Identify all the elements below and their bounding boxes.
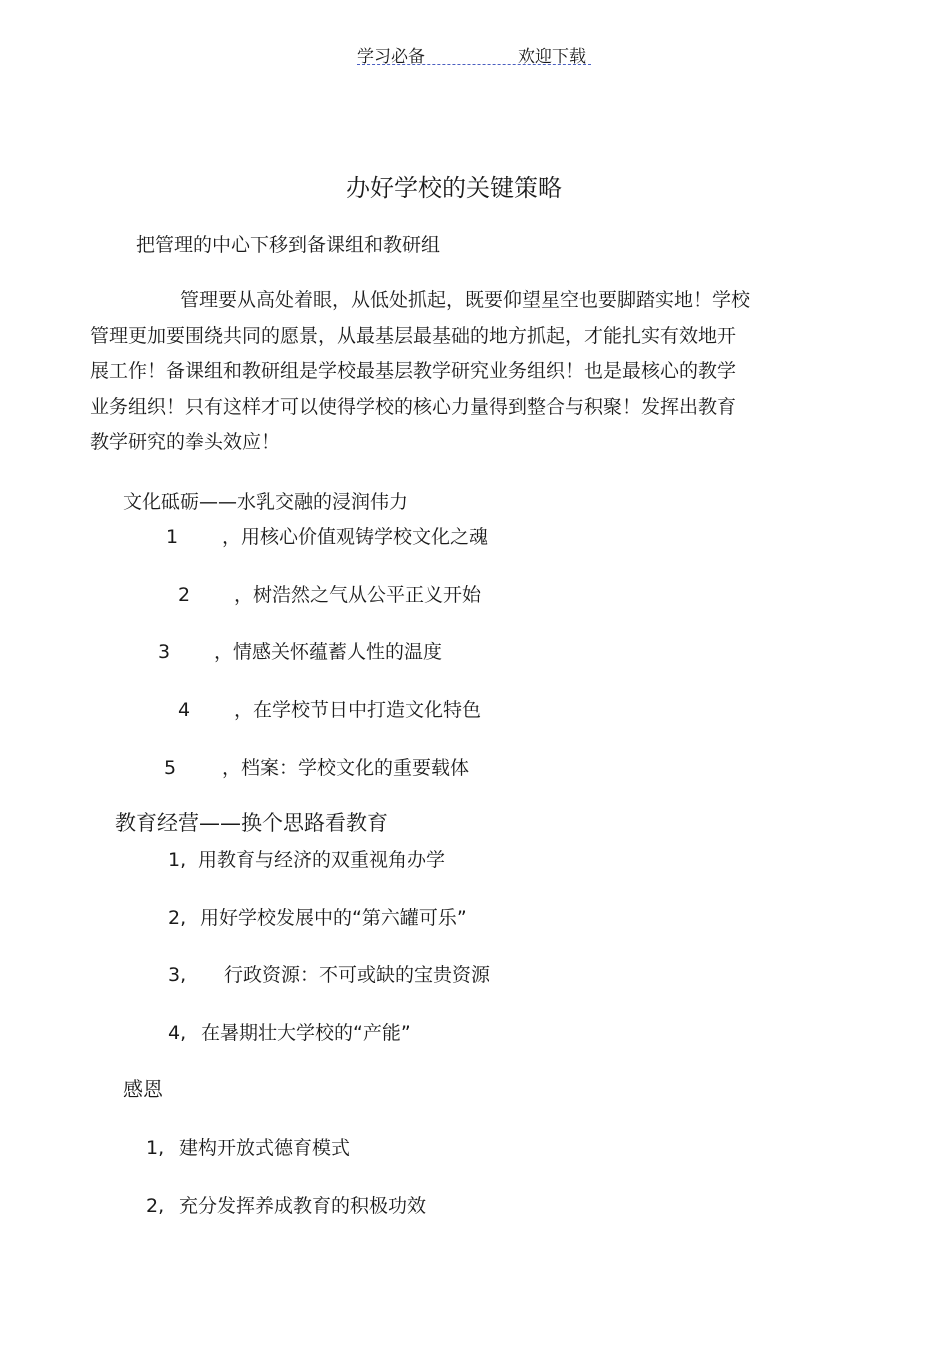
section-heading-culture: 文化砥砺——水乳交融的浸润伟力 [123,491,409,513]
list-item [168,960,490,987]
paragraph-line: 展工作！备课组和教研组是学校最基层教学研究业务组织！也是最核心的教学 [90,360,737,382]
list-item [168,903,467,930]
list-item-text: 用教育与经济的双重视角办学 [198,849,446,871]
document-title: 办好学校的关键策略 [346,174,562,202]
list-item-text: ，用核心价值观铸学校文化之魂 [222,526,489,548]
list-item-number: 1 [166,526,179,548]
list-item-number: 3 [158,641,171,663]
list-item [164,753,469,780]
list-item-text: 用好学校发展中的“第六罐可乐” [200,907,467,929]
list-item-text: 充分发挥养成教育的积极功效 [179,1195,427,1217]
list-item-text: 行政资源：不可或缺的宝贵资源 [224,964,491,986]
list-item [146,1191,426,1218]
list-item-number: 2 [178,584,191,606]
list-item-number: 4 [178,699,191,721]
list-item [178,580,481,607]
list-item-text: ，树浩然之气从公平正义开始 [234,584,482,606]
list-item [146,1133,350,1160]
list-item-number: 2, [168,907,187,929]
list-item [168,845,445,872]
paragraph-line: 管理要从高处着眼，从低处抓起，既要仰望星空也要脚踏实地！学校 [180,289,751,311]
header-underline [357,64,591,65]
section-heading-gratitude: 感恩 [123,1077,163,1101]
paragraph-line: 教学研究的拳头效应！ [90,431,281,453]
list-item-text: 在暑期壮大学校的“产能” [201,1022,411,1044]
list-item [178,695,481,722]
list-item-text: ，情感关怀蕴蓄人性的温度 [214,641,443,663]
list-item-text: 建构开放式德育模式 [179,1137,351,1159]
list-item-number: 5 [164,757,177,779]
list-item-text: ，在学校节日中打造文化特色 [234,699,482,721]
paragraph-line: 管理更加要围绕共同的愿景，从最基层最基础的地方抓起，才能扎实有效地开 [90,324,737,347]
list-item-number: 2, [146,1195,165,1217]
list-item-text: ，档案：学校文化的重要载体 [222,757,470,779]
list-item [158,637,442,664]
list-item-number: 4, [168,1022,187,1044]
list-item-number: 1, [168,849,187,871]
list-item-number: 1, [146,1137,165,1159]
list-item [166,522,488,549]
section-heading-management: 把管理的中心下移到备课组和教研组 [136,234,441,256]
header-left-text: 学习必备 [357,47,425,67]
section-heading-education: 教育经营——换个思路看教育 [115,811,388,835]
paragraph-line: 业务组织！只有这样才可以使得学校的核心力量得到整合与积聚！发挥出教育 [90,395,737,418]
body-paragraph [90,283,820,461]
list-item-number: 3, [168,964,187,986]
list-item [168,1018,411,1045]
header-right-text: 欢迎下载 [518,47,586,67]
